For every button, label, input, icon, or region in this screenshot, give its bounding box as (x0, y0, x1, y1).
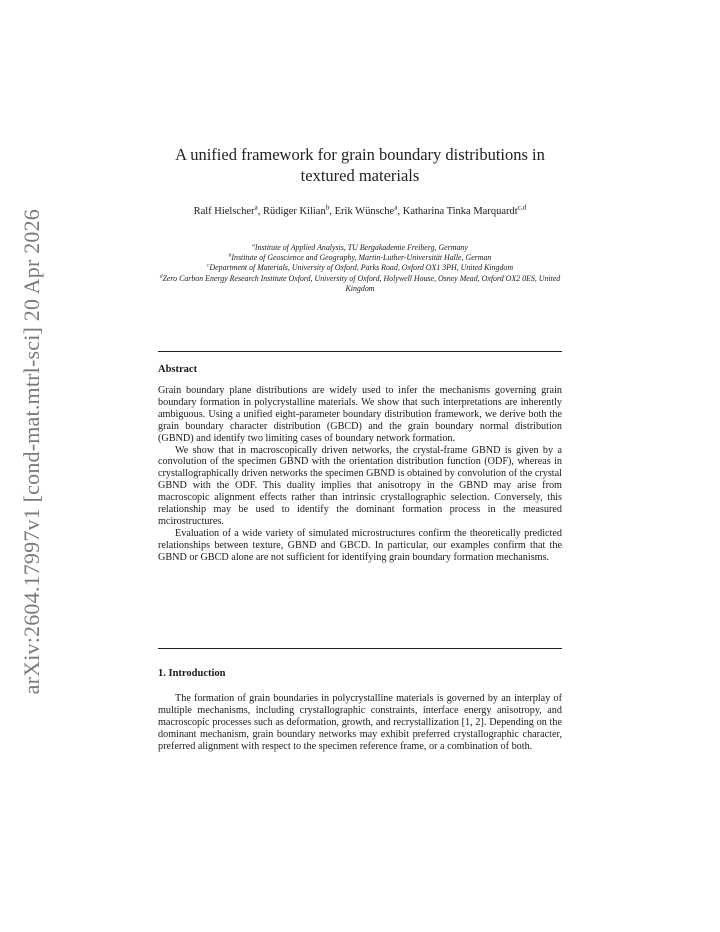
affiliation: $^d$Zero Carbon Energy Research Institute Oxford, University of Oxford, Holywell House, Osney Mead, Oxford OX2 0ES, United Kingdom (159, 272, 561, 293)
title-line-1: A unified framework for grain boundary distributions in (175, 145, 545, 164)
arxiv-stamp-text: arXiv:2604.17997v1 [cond-mat.mtrl-sci] 20 Apr 2026 (19, 208, 44, 695)
abstract-heading: Abstract (158, 364, 198, 375)
abstract-body (158, 385, 562, 564)
abstract-paragraph: Grain boundary plane distributions are widely used to infer the mechanisms governing grain boundary formation in polycrystalline materials. We show that such interpretations are inherently ambiguous. Using a unified eight-parameter boundary distribution framework, we derive both the grain boundary character distribution (GBCD) and the grain boundary normal distribution (GBND) and identify two limiting cases of boundary network formation. (158, 385, 562, 444)
introduction-heading: 1. Introduction (158, 668, 226, 679)
author: Katharina Tinka Marquardt$^{c,d}$ (402, 202, 527, 217)
author: Ralf Hielscher$^a$, (193, 202, 264, 217)
abstract-bottom-rule (158, 648, 562, 649)
affiliation: $^b$Institute of Geoscience and Geography, Martin-Luther-Universität Halle, German (228, 252, 492, 263)
author: Rüdiger Kilian$^b$, (263, 202, 335, 217)
affiliation: $^c$Department of Materials, University of Oxford, Parks Road, Oxford OX1 3PH, United Kingdom (206, 262, 514, 273)
introduction-paragraph: The formation of grain boundaries in polycrystalline materials is governed by an interplay of multiple mechanisms, including crystallographic constraints, interface energy anisotropy, and macroscopic processes such as deformation, growth, and recrystallization [1, 2]. Depending on the dominant mechanism, grain boundary networks may exhibit preferred crystallographic character, preferred alignment with respect to the specimen reference frame, or a combination of both. (158, 693, 562, 752)
arxiv-identifier-stamp (20, 203, 44, 700)
paper-title (158, 144, 562, 186)
affiliation-list (158, 243, 562, 294)
title-line-2: textured materials (300, 166, 420, 185)
author: Erik Wünsche$^a$, (334, 202, 403, 217)
abstract-top-rule (158, 351, 562, 352)
abstract-paragraph: We show that in macroscopically driven networks, the crystal-frame GBND is given by a convolution of the specimen GBND with the orientation distribution function (ODF), whereas in crystallographically driven networks the specimen GBND is obtained by convolution of the crystal GBND with the ODF. This duality implies that anisotropy in the GBND may arise from macroscopic alignment effects rather than intrinsic crystallographic selection. Conversely, this relationship may be used to identify the dominant formation process in the measured mcirostructures. (158, 444, 562, 527)
affiliation: $^a$Institute of Applied Analysis, TU Bergakademie Freiberg, Germany (252, 242, 468, 252)
author-list (158, 202, 562, 219)
abstract-paragraph: Evaluation of a wide variety of simulated microstructures confirm the theoretically predicted relationships between texture, GBND and GBCD. In particular, our examples confirm that the GBND or GBCD alone are not sufficient for identifying grain boundary formation mechanisms. (158, 527, 562, 563)
introduction-body (158, 693, 562, 753)
